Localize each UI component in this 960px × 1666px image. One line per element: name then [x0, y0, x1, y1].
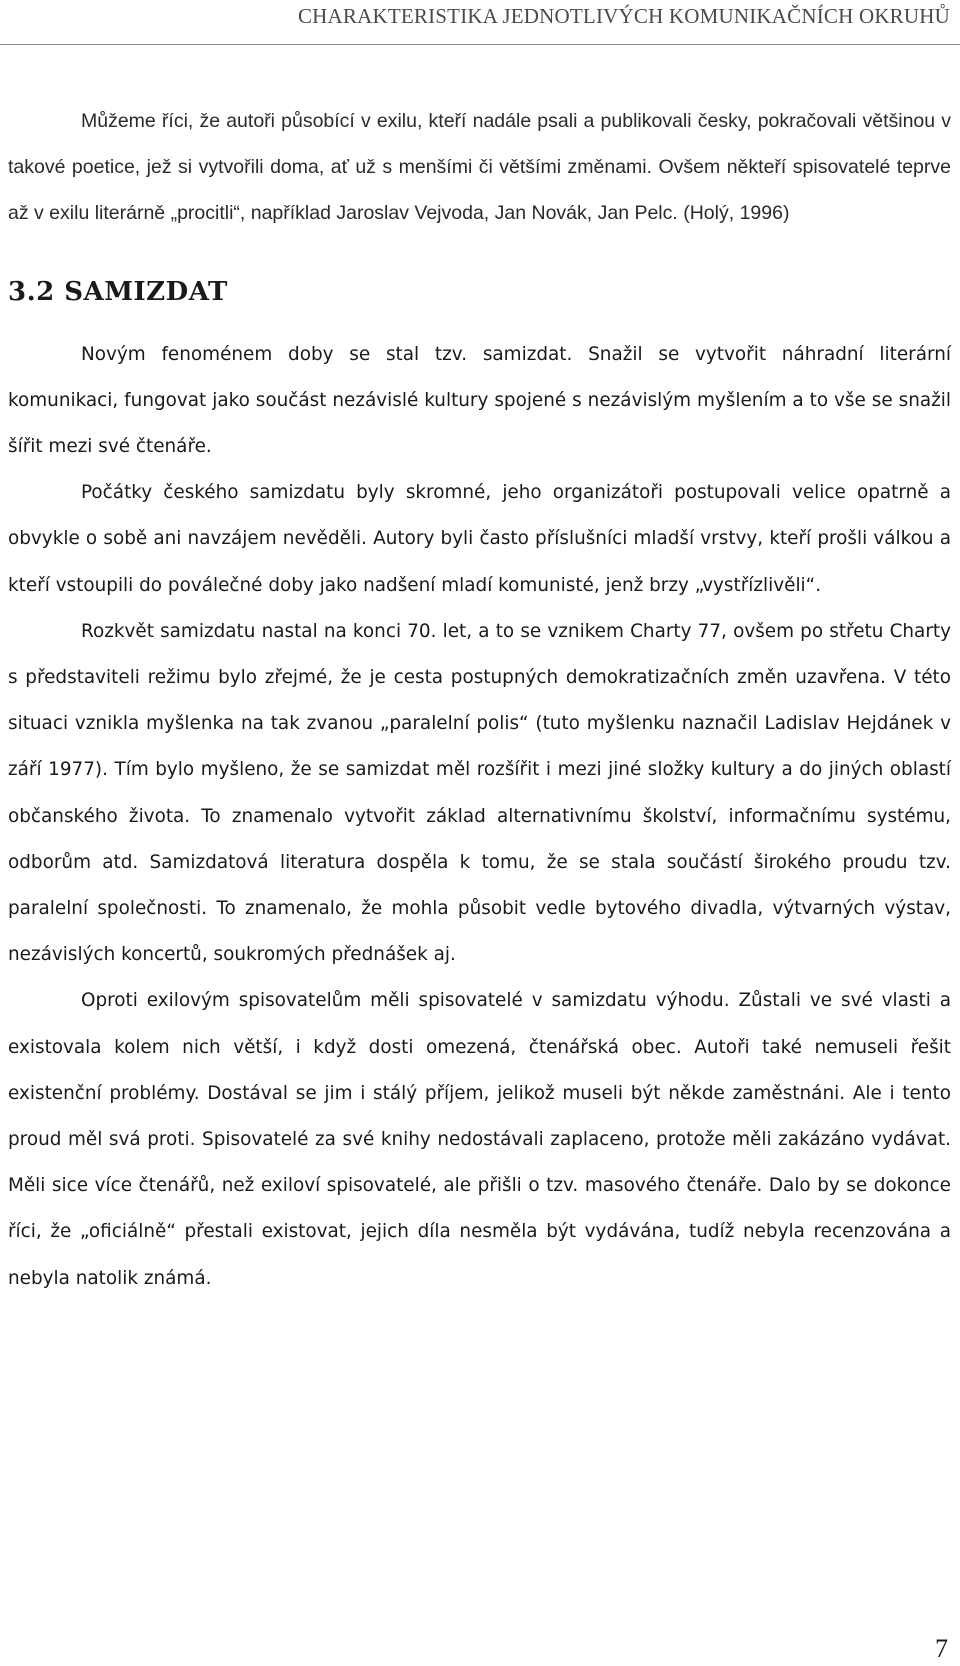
page-number: 7 [935, 1634, 948, 1663]
paragraph-samizdat-flourishing: Rozkvět samizdatu nastal na konci 70. let, a to se vznikem Charty 77, ovšem po střetu Charty s představiteli režimu bylo zřejmé, že je cesta postupných demokratizačních změn uzavřena. V této situaci vznikla myšlenka na tak zvanou „paralelní polis“ (tuto myšlenku naznačil Ladislav Hejdánek v září 1977). Tím bylo myšleno, že se samizdat měl rozšířit i mezi jiné složky kultury a do jiných oblastí občanského života. To znamenalo vytvořit základ alternativnímu školství, informačnímu systému, odborům atd. Samizdatová literatura dospěla k tomu, že se stala součástí širokého proudu tzv. paralelní společnosti. To znamenalo, že mohla působit vedle bytového divadla, výtvarných výstav, nezávislých koncertů, soukromých přednášek aj. [8, 620, 951, 966]
paragraph-samizdat-beginnings: Počátky českého samizdatu byly skromné, jeho organizátoři postupovali velice opatrně a obvykle o sobě ani navzájem nevěděli. Autory byli často příslušníci mladší vrstvy, kteří prošli válkou a kteří vstoupili do poválečné doby jako nadšení mladí komunisté, jenž brzy „vystřízlivěli“. [8, 482, 951, 596]
header-rule [0, 44, 960, 45]
section-heading: 3.2 SAMIZDAT [8, 276, 228, 307]
page-body [8, 98, 951, 1302]
paragraph-samizdat-comparison: Oproti exilovým spisovatelům měli spisovatelé v samizdatu výhodu. Zůstali ve své vlasti a existovala kolem nich větší, i když dosti omezená, čtenářská obec. Autoři také nemuseli řešit existenční problémy. Dostával se jim i stálý příjem, jelikož museli být někde zaměstnáni. Ale i tento proud měl svá proti. Spisovatelé za své knihy nedostávali zaplaceno, protože měli zakázáno vydávat. Měli sice více čtenářů, než exiloví spisovatelé, ale přišli o tzv. masového čtenáře. Dalo by se dokonce říci, že „oficiálně“ přestali existovat, jejich díla nesměla být vydávána, tudíž nebyla recenzována a nebyla natolik známá. [8, 990, 951, 1289]
paragraph-samizdat-intro: Novým fenoménem doby se stal tzv. samizdat. Snažil se vytvořit náhradní literární komunikaci, fungovat jako součást nezávislé kultury spojené s nezávislým myšlením a to vše se snažil šířit mezi své čtenáře. [8, 343, 951, 458]
intro-paragraph: Můžeme říci, že autoři působící v exilu, kteří nadále psali a publikovali česky, pokračovali většinou v takové poetice, jež si vytvořili doma, ať už s menšími či většími změnami. Ovšem někteří spisovatelé teprve až v exilu literárně „procitli“, například Jaroslav Vejvoda, Jan Novák, Jan Pelc. (Holý, 1996) [8, 110, 951, 225]
running-header-title: CHARAKTERISTIKA JEDNOTLIVÝCH KOMUNIKAČNÍCH OKRUHŮ [297, 4, 950, 28]
